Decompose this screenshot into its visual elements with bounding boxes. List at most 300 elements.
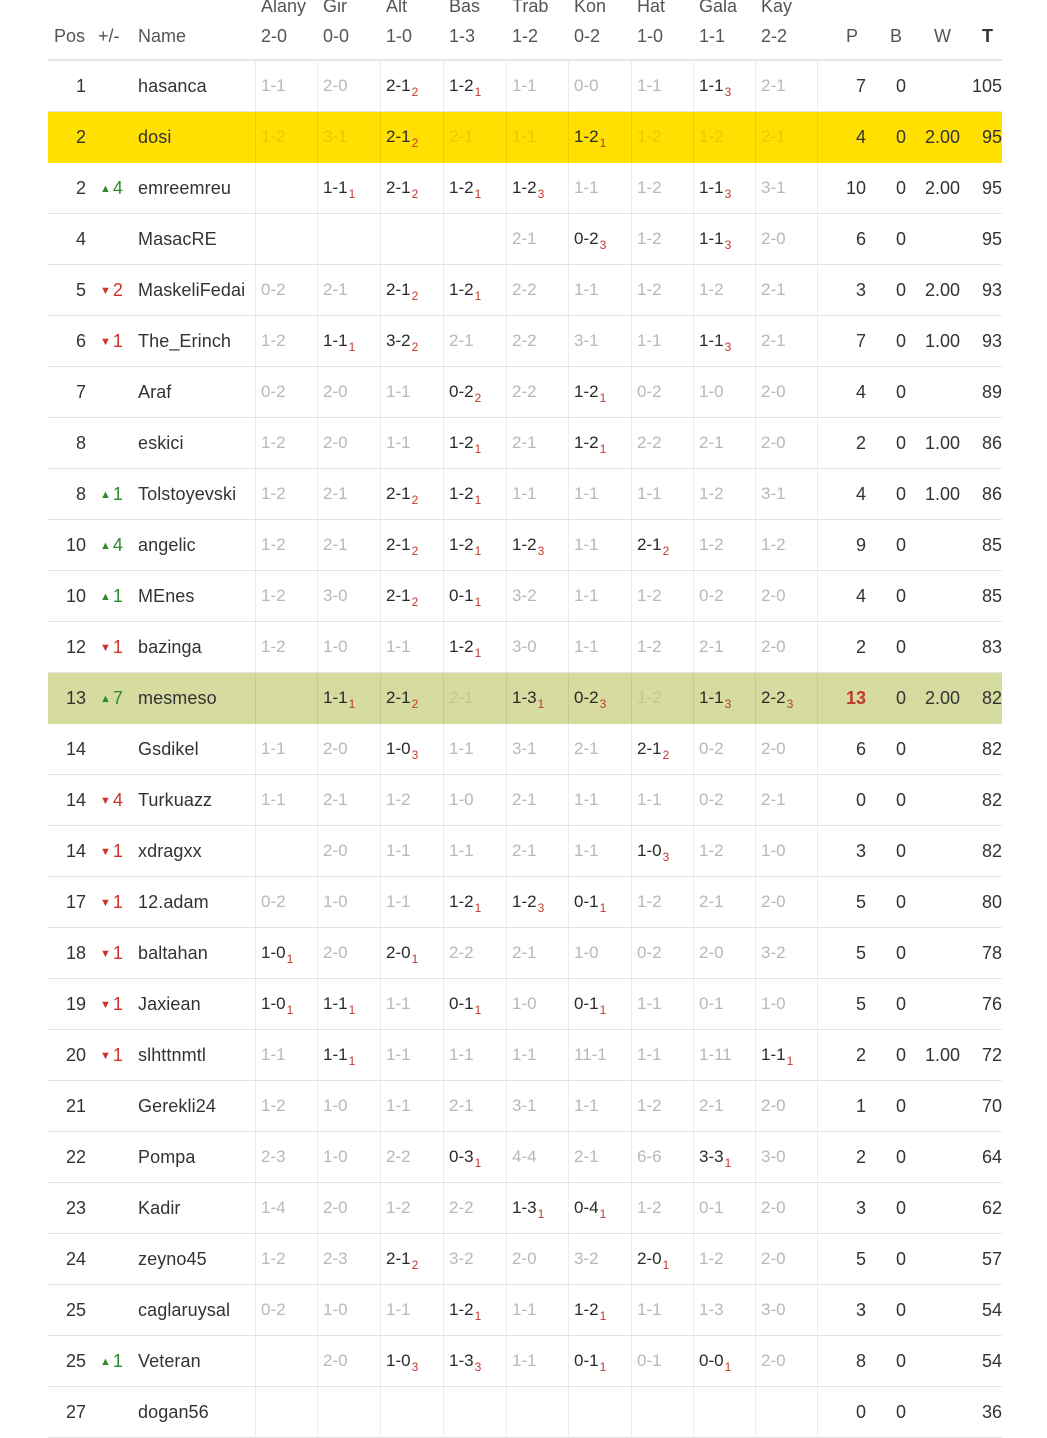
prediction-cell[interactable] [317,61,379,111]
prediction-cell[interactable] [443,1336,505,1386]
player-name[interactable]: Tolstoyevski [138,484,237,504]
player-name[interactable]: Gerekli24 [138,1096,216,1116]
player-name[interactable]: bazinga [138,637,202,657]
prediction-cell[interactable] [755,316,817,366]
prediction-cell[interactable] [568,61,630,111]
prediction-cell[interactable] [317,1336,379,1386]
prediction-cell[interactable] [380,724,442,774]
prediction-cell[interactable] [317,1183,379,1233]
table-row[interactable] [48,979,1002,1030]
prediction-cell[interactable] [568,1285,630,1335]
prediction-cell[interactable] [380,418,442,468]
prediction-cell[interactable] [755,826,817,876]
prediction-cell[interactable] [443,826,505,876]
table-row[interactable] [48,214,1002,265]
prediction-cell[interactable] [506,775,568,825]
prediction-cell[interactable] [693,877,755,927]
prediction-cell[interactable] [443,418,505,468]
prediction-cell[interactable] [693,520,755,570]
prediction-cell[interactable] [693,1234,755,1284]
prediction-cell[interactable] [443,724,505,774]
prediction-cell[interactable] [568,877,630,927]
prediction-cell[interactable] [506,1081,568,1131]
prediction-cell[interactable] [443,1081,505,1131]
prediction-cell[interactable] [443,163,505,213]
prediction-cell[interactable] [693,1030,755,1080]
player-name[interactable]: MaskeliFedai [138,280,246,300]
prediction-cell[interactable] [755,877,817,927]
prediction-cell[interactable] [755,520,817,570]
prediction-cell[interactable] [631,775,693,825]
prediction-cell[interactable] [380,469,442,519]
prediction-cell[interactable] [693,826,755,876]
player-name[interactable]: dosi [138,127,172,147]
prediction-cell[interactable] [317,214,379,264]
prediction-cell[interactable] [693,112,755,162]
prediction-cell[interactable] [255,1183,317,1233]
prediction-cell[interactable] [506,316,568,366]
prediction-cell[interactable] [317,622,379,672]
table-row[interactable] [48,673,1002,724]
prediction-cell[interactable] [506,61,568,111]
prediction-cell[interactable] [317,979,379,1029]
prediction-cell[interactable] [631,265,693,315]
prediction-cell[interactable] [631,112,693,162]
prediction-cell[interactable] [443,469,505,519]
prediction-cell[interactable] [380,520,442,570]
prediction-cell[interactable] [506,418,568,468]
prediction-cell[interactable] [568,775,630,825]
prediction-cell[interactable] [255,622,317,672]
table-row[interactable] [48,469,1002,520]
prediction-cell[interactable] [506,724,568,774]
prediction-cell[interactable] [443,1285,505,1335]
prediction-cell[interactable] [380,673,442,723]
prediction-cell[interactable] [443,1183,505,1233]
prediction-cell[interactable] [631,1132,693,1182]
prediction-cell[interactable] [380,1132,442,1182]
table-row[interactable] [48,571,1002,622]
prediction-cell[interactable] [317,928,379,978]
prediction-cell[interactable] [255,928,317,978]
player-name[interactable]: Araf [138,382,172,402]
prediction-cell[interactable] [693,1183,755,1233]
prediction-cell[interactable] [631,1336,693,1386]
prediction-cell[interactable] [380,1081,442,1131]
prediction-cell[interactable] [255,520,317,570]
prediction-cell[interactable] [506,265,568,315]
prediction-cell[interactable] [568,673,630,723]
prediction-cell[interactable] [317,775,379,825]
prediction-cell[interactable] [506,163,568,213]
prediction-cell[interactable] [506,622,568,672]
prediction-cell[interactable] [568,520,630,570]
prediction-cell[interactable] [568,112,630,162]
prediction-cell[interactable] [506,469,568,519]
prediction-cell[interactable] [255,316,317,366]
prediction-cell[interactable] [693,316,755,366]
player-name[interactable]: mesmeso [138,688,217,708]
rank-change-value: 1 [112,943,123,963]
prediction-cell[interactable] [255,214,317,264]
prediction-cell[interactable] [380,1336,442,1386]
table-row[interactable] [48,1132,1002,1183]
player-name[interactable]: hasanca [138,76,207,96]
prediction-cell[interactable] [255,1234,317,1284]
table-row[interactable] [48,316,1002,367]
table-row[interactable] [48,826,1002,877]
prediction-cell[interactable] [631,316,693,366]
prediction-cell[interactable] [380,1030,442,1080]
prediction-cell[interactable] [255,163,317,213]
table-row[interactable] [48,367,1002,418]
prediction-cell[interactable] [317,367,379,417]
prediction-cell[interactable] [693,1081,755,1131]
prediction-cell[interactable] [631,1387,693,1437]
prediction-cell[interactable] [568,979,630,1029]
prediction-cell[interactable] [568,571,630,621]
prediction-cell[interactable] [255,877,317,927]
player-name[interactable]: MEnes [138,586,195,606]
prediction-cell[interactable] [693,214,755,264]
player-name[interactable]: eskici [138,433,184,453]
prediction-cell[interactable] [317,1285,379,1335]
prediction-cell[interactable] [693,724,755,774]
total-points: 57 [981,1249,1002,1269]
player-name[interactable]: baltahan [138,943,208,963]
prediction-cell[interactable] [255,1081,317,1131]
prediction-cell[interactable] [755,979,817,1029]
prediction-cell[interactable] [568,1387,630,1437]
prediction-cell[interactable] [255,673,317,723]
prediction-cell[interactable] [693,367,755,417]
prediction-cell[interactable] [255,112,317,162]
prediction-cell[interactable] [631,214,693,264]
table-row[interactable] [48,265,1002,316]
prediction-cell[interactable] [568,163,630,213]
prediction-cell[interactable] [755,367,817,417]
prediction-cell[interactable] [443,775,505,825]
prediction-cell[interactable] [693,775,755,825]
prediction-cell[interactable] [506,367,568,417]
prediction-cell[interactable] [693,1285,755,1335]
prediction-cell[interactable] [443,520,505,570]
player-name[interactable]: zeyno45 [138,1249,207,1269]
prediction-cell[interactable] [317,1030,379,1080]
prediction-cell[interactable] [631,1183,693,1233]
prediction-cell[interactable] [443,1030,505,1080]
player-name[interactable]: caglaruysal [138,1300,231,1320]
prediction-cell[interactable] [317,1234,379,1284]
prediction-cell[interactable] [631,1030,693,1080]
prediction-cell[interactable] [693,1132,755,1182]
prediction-cell[interactable] [380,163,442,213]
prediction-cell[interactable] [755,1081,817,1131]
prediction-cell[interactable] [255,265,317,315]
prediction-cell[interactable] [443,1387,505,1437]
prediction-cell[interactable] [317,163,379,213]
table-row[interactable] [48,418,1002,469]
prediction-cell[interactable] [443,214,505,264]
player-name[interactable]: angelic [138,535,196,555]
prediction-cell[interactable] [317,673,379,723]
prediction-cell[interactable] [380,775,442,825]
prediction-cell[interactable] [506,214,568,264]
round-points: 2 [855,637,866,657]
prediction-cell[interactable] [506,928,568,978]
prediction-cell[interactable] [443,928,505,978]
prediction-cell[interactable] [255,367,317,417]
prediction-cell[interactable] [443,1234,505,1284]
prediction-cell[interactable] [255,1387,317,1437]
table-row[interactable] [48,1030,1002,1081]
prediction-cell[interactable] [568,826,630,876]
prediction-cell[interactable] [755,1030,817,1080]
prediction-cell[interactable] [317,418,379,468]
prediction-cell[interactable] [755,112,817,162]
prediction-cell[interactable] [506,520,568,570]
player-name[interactable]: Turkuazz [138,790,213,810]
table-row[interactable] [48,1183,1002,1234]
prediction-cell[interactable] [631,724,693,774]
prediction-cell[interactable] [380,979,442,1029]
prediction-cell[interactable] [568,316,630,366]
prediction-cell[interactable] [317,520,379,570]
prediction-cell[interactable] [631,1234,693,1284]
prediction-cell[interactable] [693,61,755,111]
prediction-cell[interactable] [506,877,568,927]
prediction-cell[interactable] [631,877,693,927]
prediction-cell[interactable] [755,1285,817,1335]
player-name[interactable]: dogan56 [138,1402,209,1422]
table-row[interactable] [48,112,1002,163]
prediction-cell[interactable] [317,469,379,519]
player-name[interactable]: 12.adam [138,892,209,912]
prediction-cell[interactable] [443,316,505,366]
prediction-cell[interactable] [506,1285,568,1335]
prediction-cell[interactable] [380,265,442,315]
prediction-cell[interactable] [568,724,630,774]
table-row[interactable] [48,1336,1002,1387]
prediction-cell[interactable] [755,928,817,978]
prediction-cell[interactable] [443,112,505,162]
prediction-cell[interactable] [568,418,630,468]
prediction-cell[interactable] [506,826,568,876]
prediction-cell[interactable] [755,1387,817,1437]
prediction-cell[interactable] [755,265,817,315]
prediction-cell[interactable] [755,1336,817,1386]
prediction-cell[interactable] [693,1336,755,1386]
prediction-cell[interactable] [631,673,693,723]
prediction-cell[interactable] [506,1336,568,1386]
prediction-cell[interactable] [380,928,442,978]
prediction-cell[interactable] [755,622,817,672]
prediction-cell[interactable] [631,979,693,1029]
prediction-cell[interactable] [506,1234,568,1284]
prediction-cell[interactable] [755,1132,817,1182]
player-name[interactable]: emreemreu [138,178,231,198]
prediction-cell[interactable] [380,1387,442,1437]
prediction-cell[interactable] [506,1030,568,1080]
prediction-cell[interactable] [631,1285,693,1335]
prediction-cell[interactable] [255,1336,317,1386]
prediction-cell[interactable] [506,1387,568,1437]
table-row[interactable] [48,928,1002,979]
prediction-cell[interactable] [317,1387,379,1437]
prediction-cell[interactable] [693,418,755,468]
prediction-cell[interactable] [255,775,317,825]
prediction-cell[interactable] [380,1285,442,1335]
prediction-cell[interactable] [317,826,379,876]
prediction-cell[interactable] [693,928,755,978]
prediction-cell[interactable] [443,877,505,927]
player-name[interactable]: Veteran [138,1351,201,1371]
prediction-cell[interactable] [693,622,755,672]
prediction-cell[interactable] [443,571,505,621]
prediction-cell[interactable] [317,1132,379,1182]
prediction-cell[interactable] [317,877,379,927]
player-name[interactable]: The_Erinch [138,331,232,351]
prediction-cell[interactable] [380,622,442,672]
table-row[interactable] [48,622,1002,673]
prediction-cell[interactable] [255,1030,317,1080]
prediction-cell[interactable] [255,418,317,468]
prediction-cell[interactable] [631,928,693,978]
prediction-cell[interactable] [568,367,630,417]
prediction-cell[interactable] [568,1081,630,1131]
prediction-cell[interactable] [506,979,568,1029]
table-row[interactable] [48,1081,1002,1132]
prediction-cell[interactable] [568,1183,630,1233]
prediction-cell[interactable] [631,469,693,519]
prediction-cell[interactable] [755,418,817,468]
prediction-cell[interactable] [443,61,505,111]
prediction-cell[interactable] [693,571,755,621]
prediction-cell[interactable] [631,826,693,876]
prediction-cell[interactable] [443,265,505,315]
table-row[interactable] [48,163,1002,214]
prediction-cell[interactable] [506,673,568,723]
prediction-cell[interactable] [443,979,505,1029]
prediction-cell[interactable] [380,316,442,366]
prediction-cell[interactable] [693,163,755,213]
table-row[interactable] [48,61,1002,112]
prediction-cell[interactable] [255,979,317,1029]
prediction-score: 1-2 [261,1249,286,1268]
prediction-cell[interactable] [380,826,442,876]
prediction-cell[interactable] [317,265,379,315]
prediction-cell[interactable] [693,469,755,519]
prediction-cell[interactable] [631,520,693,570]
prediction-cell[interactable] [755,1234,817,1284]
prediction-cell[interactable] [317,571,379,621]
prediction-cell[interactable] [755,571,817,621]
prediction-cell[interactable] [631,367,693,417]
prediction-cell[interactable] [255,469,317,519]
prediction-cell[interactable] [380,877,442,927]
prediction-cell[interactable] [506,112,568,162]
prediction-cell[interactable] [755,214,817,264]
prediction-cell[interactable] [693,673,755,723]
prediction-cell[interactable] [568,469,630,519]
prediction-cell[interactable] [380,214,442,264]
prediction-cell[interactable] [631,61,693,111]
prediction-cell[interactable] [631,571,693,621]
prediction-cell[interactable] [255,1285,317,1335]
prediction-cell[interactable] [506,1132,568,1182]
prediction-cell[interactable] [317,1081,379,1131]
prediction-cell[interactable] [568,1030,630,1080]
prediction-cell[interactable] [255,1132,317,1182]
prediction-cell[interactable] [755,163,817,213]
table-row[interactable] [48,520,1002,571]
prediction-cell[interactable] [631,622,693,672]
prediction-cell[interactable] [255,826,317,876]
prediction-cell[interactable] [693,265,755,315]
player-name[interactable]: xdragxx [138,841,202,861]
prediction-cell[interactable] [506,1183,568,1233]
prediction-cell[interactable] [693,979,755,1029]
prediction-cell[interactable] [443,673,505,723]
table-row[interactable] [48,775,1002,826]
prediction-cell[interactable] [568,214,630,264]
table-row[interactable] [48,877,1002,928]
prediction-cell[interactable] [380,61,442,111]
table-row[interactable] [48,1234,1002,1285]
player-name[interactable]: Kadir [138,1198,181,1218]
prediction-cell[interactable] [631,163,693,213]
prediction-cell[interactable] [631,418,693,468]
prediction-cell[interactable] [506,571,568,621]
table-row[interactable] [48,724,1002,775]
player-name[interactable]: slhttnmtl [138,1045,206,1065]
prediction-cell[interactable] [443,367,505,417]
player-name[interactable]: MasacRE [138,229,217,249]
prediction-cell[interactable] [317,316,379,366]
prediction-cell[interactable] [443,622,505,672]
table-row[interactable] [48,1285,1002,1336]
prediction-cell[interactable] [755,724,817,774]
prediction-cell[interactable] [380,367,442,417]
prediction-cell[interactable] [380,112,442,162]
player-name[interactable]: Gsdikel [138,739,199,759]
prediction-cell[interactable] [693,1387,755,1437]
player-name[interactable]: Jaxiean [138,994,201,1014]
prediction-cell[interactable] [568,1132,630,1182]
prediction-cell[interactable] [755,469,817,519]
prediction-cell[interactable] [568,265,630,315]
prediction-cell[interactable] [255,61,317,111]
prediction-cell[interactable] [568,1234,630,1284]
prediction-cell[interactable] [755,61,817,111]
prediction-cell[interactable] [568,622,630,672]
prediction-cell[interactable] [568,928,630,978]
prediction-cell[interactable] [380,571,442,621]
prediction-cell[interactable] [631,1081,693,1131]
player-name[interactable]: Pompa [138,1147,196,1167]
prediction-cell[interactable] [255,724,317,774]
prediction-cell[interactable] [380,1234,442,1284]
prediction-cell[interactable] [755,775,817,825]
prediction-cell[interactable] [317,724,379,774]
prediction-cell[interactable] [568,1336,630,1386]
prediction-cell[interactable] [443,1132,505,1182]
prediction-cell[interactable] [317,112,379,162]
prediction-cell[interactable] [255,571,317,621]
prediction-cell[interactable] [380,1183,442,1233]
prediction-cell[interactable] [755,1183,817,1233]
prediction-cell[interactable] [755,673,817,723]
